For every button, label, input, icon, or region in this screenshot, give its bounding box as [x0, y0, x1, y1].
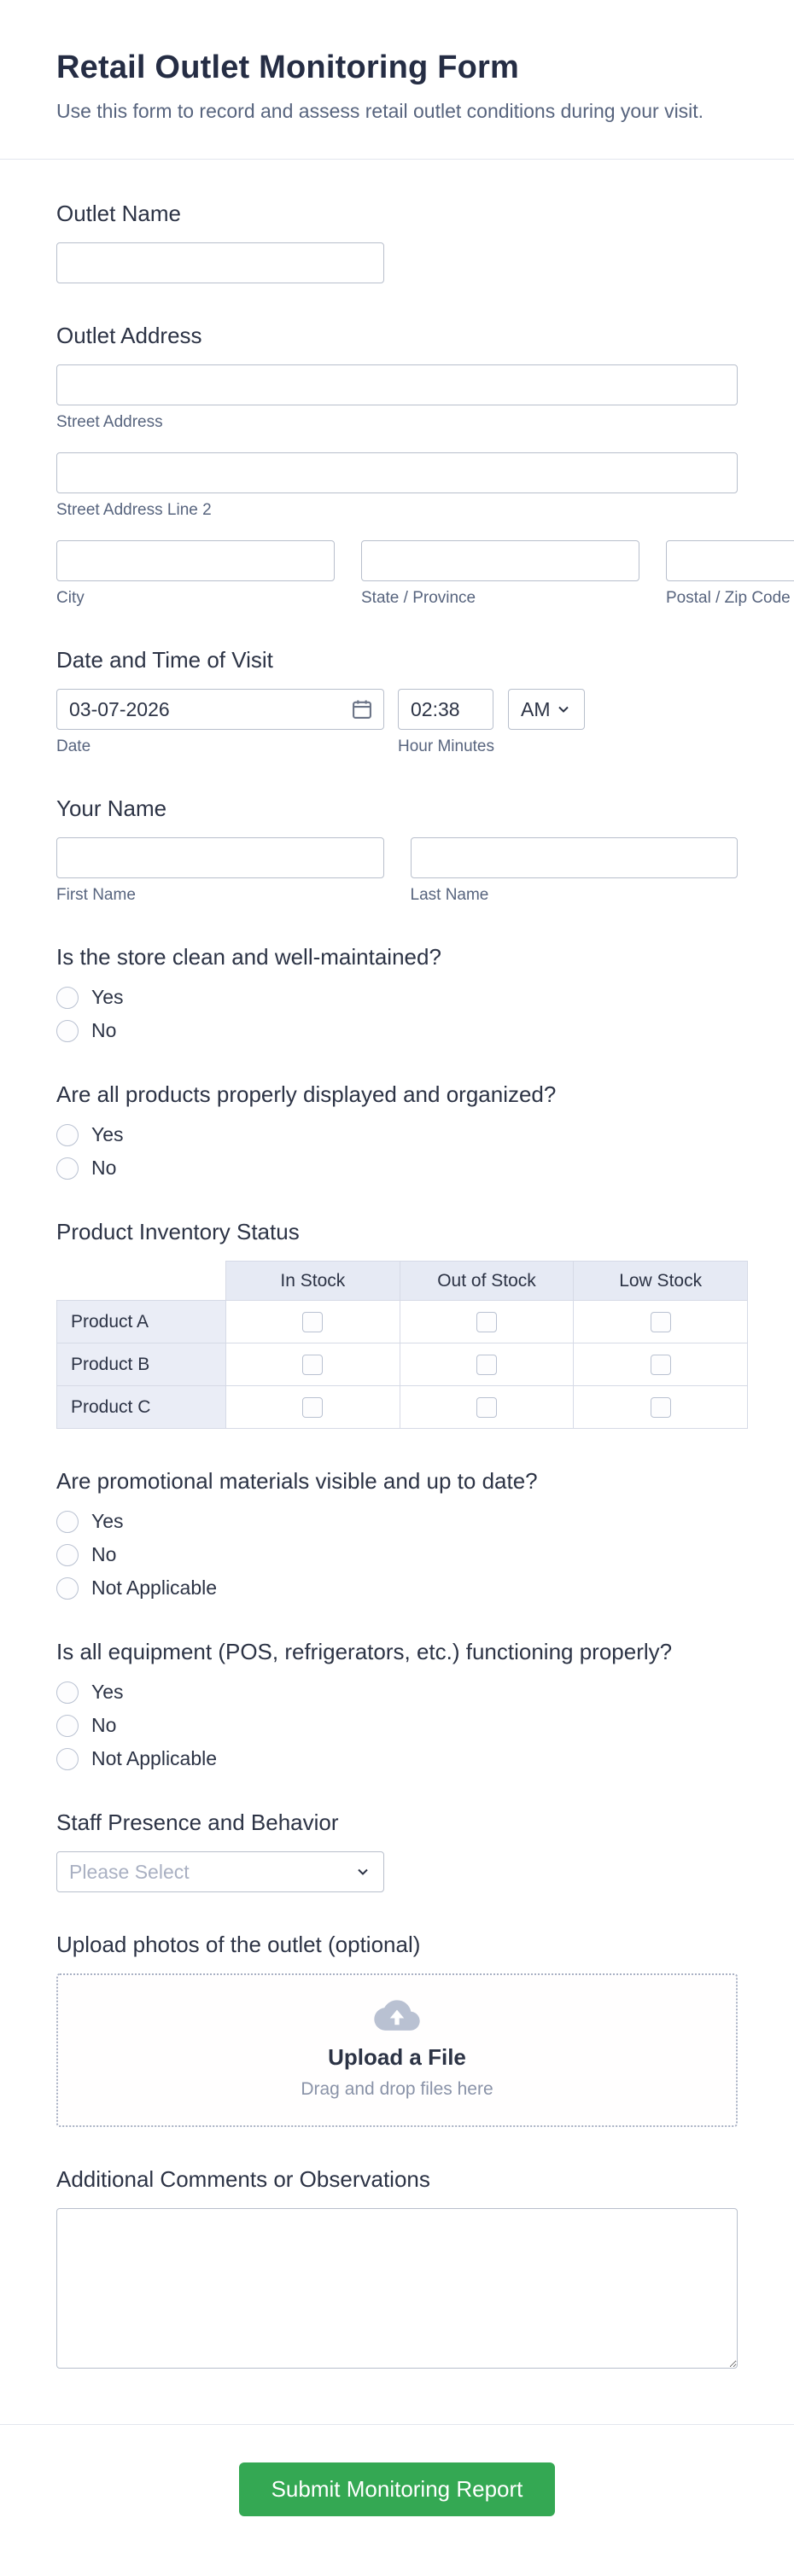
upload-button-label: Upload a File [328, 2044, 466, 2070]
upload-photos-label: Upload photos of the outlet (optional) [56, 1932, 421, 1957]
inventory-status-label: Product Inventory Status [56, 1219, 300, 1244]
field-outlet-name [56, 201, 738, 283]
radio-option-label: Yes [91, 1681, 124, 1703]
checkbox-product-a-in-stock[interactable] [302, 1312, 323, 1332]
street-address-sublabel: Street Address [56, 413, 163, 431]
field-promo-materials [56, 1468, 738, 1600]
comments-label: Additional Comments or Observations [56, 2166, 430, 2192]
form-title: Retail Outlet Monitoring Form [56, 50, 519, 85]
radio-option-label: No [91, 1543, 117, 1565]
matrix-cell [574, 1386, 748, 1429]
radio-icon [56, 1544, 79, 1566]
radio-icon [56, 1715, 79, 1737]
city-sublabel: City [56, 589, 85, 607]
field-comments [56, 2166, 738, 2373]
store-clean-option-no[interactable] [56, 1019, 116, 1042]
field-equipment [56, 1639, 738, 1770]
city-col [56, 540, 335, 608]
meridiem-col [508, 689, 585, 756]
matrix-row-header: Product B [57, 1343, 226, 1386]
your-name-label: Your Name [56, 796, 167, 821]
checkbox-product-b-low-stock[interactable] [651, 1355, 671, 1375]
matrix-cell [400, 1386, 574, 1429]
checkbox-product-c-in-stock[interactable] [302, 1397, 323, 1418]
matrix-row-product-a [57, 1301, 748, 1343]
street-address-input[interactable] [56, 364, 738, 405]
outlet-address-label: Outlet Address [56, 323, 202, 348]
promo-materials-label: Are promotional materials visible and up to date? [56, 1468, 538, 1494]
radio-icon [56, 1020, 79, 1042]
radio-option-label: Yes [91, 986, 124, 1008]
store-clean-label: Is the store clean and well-maintained? [56, 944, 441, 970]
equipment-label: Is all equipment (POS, refrigerators, etc.) functioning properly? [56, 1639, 673, 1664]
field-inventory-status [56, 1219, 738, 1429]
field-products-organized [56, 1081, 738, 1180]
first-name-col [56, 837, 384, 905]
matrix-row-header: Product A [57, 1301, 226, 1343]
city-input[interactable] [56, 540, 335, 581]
matrix-cell [574, 1343, 748, 1386]
street-address2-sublabel: Street Address Line 2 [56, 501, 212, 519]
last-name-sublabel: Last Name [410, 886, 489, 904]
meridiem-select[interactable] [508, 689, 585, 730]
products-organized-option-yes[interactable] [56, 1123, 124, 1146]
radio-icon [56, 987, 79, 1009]
state-col [361, 540, 639, 608]
form-header [0, 0, 794, 159]
form-footer [0, 2425, 794, 2576]
field-outlet-address [56, 323, 791, 608]
time-input[interactable] [398, 689, 493, 730]
first-name-input[interactable] [56, 837, 384, 878]
equipment-option-na[interactable] [56, 1747, 217, 1770]
first-name-sublabel: First Name [56, 886, 136, 904]
matrix-cell [226, 1386, 400, 1429]
matrix-column-header: Low Stock [574, 1262, 748, 1301]
radio-option-label: Not Applicable [91, 1747, 218, 1769]
field-store-clean [56, 944, 738, 1042]
promo-option-no[interactable] [56, 1543, 116, 1566]
time-sublabel: Hour Minutes [398, 737, 494, 755]
radio-option-label: No [91, 1714, 117, 1736]
postal-sublabel: Postal / Zip Code [666, 589, 791, 607]
radio-option-label: Yes [91, 1510, 124, 1532]
field-upload-photos [56, 1932, 738, 2127]
radio-icon [56, 1124, 79, 1146]
date-col [56, 689, 384, 756]
inventory-matrix [56, 1261, 748, 1429]
date-input[interactable] [56, 689, 384, 730]
radio-option-label: Not Applicable [91, 1576, 218, 1599]
field-staff-behavior [56, 1810, 738, 1892]
meridiem-value: AM [521, 697, 551, 720]
radio-option-label: No [91, 1019, 117, 1041]
comments-textarea[interactable] [56, 2208, 738, 2369]
matrix-row-product-b [57, 1343, 748, 1386]
matrix-corner-cell [57, 1262, 226, 1301]
time-col [398, 689, 494, 756]
matrix-cell [400, 1301, 574, 1343]
file-upload-dropzone[interactable] [56, 1973, 738, 2127]
radio-option-label: No [91, 1157, 117, 1179]
outlet-name-input[interactable] [56, 242, 384, 283]
promo-option-na[interactable] [56, 1576, 217, 1600]
matrix-cell [574, 1301, 748, 1343]
matrix-column-header: Out of Stock [400, 1262, 574, 1301]
calendar-icon[interactable] [350, 697, 374, 721]
field-your-name [56, 796, 738, 905]
matrix-row-header: Product C [57, 1386, 226, 1429]
radio-icon [56, 1577, 79, 1600]
outlet-name-label: Outlet Name [56, 201, 181, 226]
radio-icon [56, 1157, 79, 1180]
checkbox-product-a-out-of-stock[interactable] [476, 1312, 497, 1332]
checkbox-product-b-in-stock[interactable] [302, 1355, 323, 1375]
promo-option-yes[interactable] [56, 1510, 124, 1533]
form-subtitle: Use this form to record and assess retail outlet conditions during your visit. [56, 100, 704, 122]
checkbox-product-c-low-stock[interactable] [651, 1397, 671, 1418]
checkbox-product-b-out-of-stock[interactable] [476, 1355, 497, 1375]
equipment-option-yes[interactable] [56, 1681, 124, 1704]
submit-button[interactable]: Submit Monitoring Report [239, 2462, 556, 2516]
staff-behavior-placeholder: Please Select [69, 1860, 190, 1883]
state-sublabel: State / Province [361, 589, 476, 607]
matrix-cell [400, 1343, 574, 1386]
products-organized-label: Are all products properly displayed and organized? [56, 1081, 557, 1107]
upload-hint: Drag and drop files here [301, 2079, 493, 2099]
postal-col [666, 540, 794, 608]
matrix-cell [226, 1343, 400, 1386]
matrix-column-header: In Stock [226, 1262, 400, 1301]
checkbox-product-a-low-stock[interactable] [651, 1312, 671, 1332]
matrix-row-product-c [57, 1386, 748, 1429]
checkbox-product-c-out-of-stock[interactable] [476, 1397, 497, 1418]
last-name-input[interactable] [411, 837, 739, 878]
products-organized-option-no[interactable] [56, 1157, 116, 1180]
date-sublabel: Date [56, 737, 91, 755]
store-clean-option-yes[interactable] [56, 986, 124, 1009]
chevron-down-icon [555, 701, 572, 718]
upload-cloud-icon [374, 1997, 420, 2031]
visit-datetime-label: Date and Time of Visit [56, 647, 273, 673]
matrix-cell [226, 1301, 400, 1343]
radio-option-label: Yes [91, 1123, 124, 1145]
form-body [0, 160, 794, 2424]
radio-icon [56, 1511, 79, 1533]
chevron-down-icon [354, 1863, 371, 1880]
staff-behavior-select[interactable] [56, 1851, 384, 1892]
street-address2-input[interactable] [56, 452, 738, 493]
radio-icon [56, 1681, 79, 1704]
state-input[interactable] [361, 540, 639, 581]
staff-behavior-label: Staff Presence and Behavior [56, 1810, 339, 1835]
last-name-col [411, 837, 739, 905]
equipment-option-no[interactable] [56, 1714, 116, 1737]
field-visit-datetime [56, 647, 738, 756]
radio-icon [56, 1748, 79, 1770]
postal-input[interactable] [666, 540, 794, 581]
